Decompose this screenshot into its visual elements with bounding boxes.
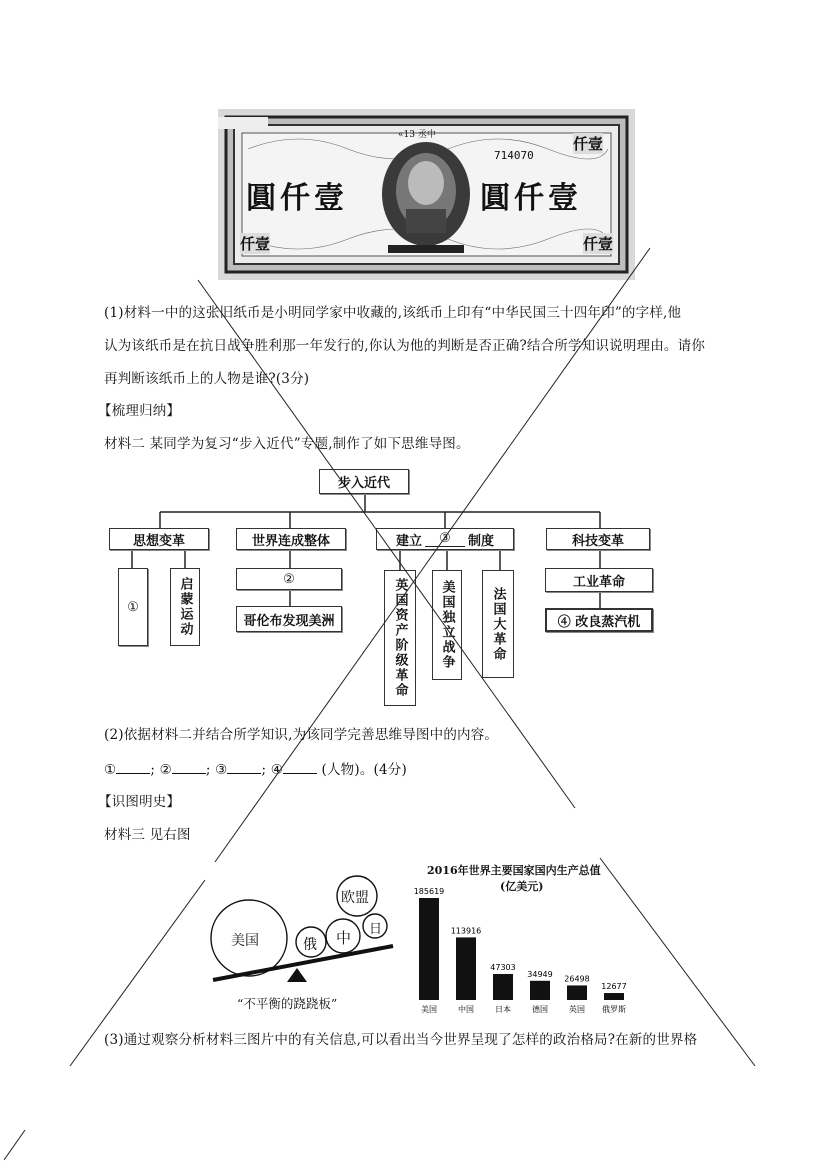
q2-suffix: (人物)。(4分) [321, 762, 407, 778]
section3-heading: 【识图明史】 [98, 794, 181, 810]
q1-line1: (1)材料一中的这张旧纸币是小明同学家中收藏的,该纸币上印有“中华民国三十四年印”的字样,他 [104, 305, 682, 321]
q2-blank-4 [283, 761, 317, 774]
bar-value-3: 34949 [527, 969, 553, 979]
seesaw-caption: “不平衡的跷跷板” [237, 996, 338, 1011]
chart-title: 2016年世界主要国家国内生产总值 [427, 864, 601, 877]
q2-label-1: ① [104, 762, 117, 778]
q2-blank-3 [227, 761, 261, 774]
mindmap-branch-thought: 思想变革 [109, 528, 209, 550]
mindmap-blank-2: ② [236, 568, 342, 590]
mindmap-english-revolution: 英国资产阶级革命 [384, 570, 416, 706]
chart-subtitle: (亿美元) [500, 880, 544, 893]
bar-0 [419, 898, 439, 1000]
seesaw-usa: 美国 [231, 933, 259, 949]
q2-line1: (2)依据材料二并结合所学知识,为该同学完善思维导图中的内容。 [104, 727, 499, 743]
mindmap-columbus: 哥伦布发现美洲 [236, 606, 342, 632]
mindmap [100, 460, 680, 710]
mindmap-enlightenment: 启蒙运动 [170, 568, 200, 646]
section2-intro: 材料二 某同学为复习“步入近代”专题,制作了如下思维导图。 [104, 436, 470, 452]
mindmap-branch-tech: 科技变革 [546, 528, 650, 550]
q1-line3: 再判断该纸币上的人物是谁?(3分) [104, 371, 310, 387]
bar-category-0: 美国 [421, 1005, 437, 1014]
seesaw-china: 中 [336, 929, 352, 947]
bar-category-1: 中国 [458, 1005, 474, 1014]
bar-value-4: 26498 [564, 974, 590, 984]
banknote-corner-tr: 仟壹 [573, 135, 604, 153]
q2-label-4: ④ [270, 762, 283, 778]
mindmap-industrial-revolution: 工业革命 [545, 568, 653, 592]
q2-sep-3: ; [261, 762, 267, 778]
q2-sep-2: ; [205, 762, 211, 778]
mindmap-branch-world: 世界连成整体 [236, 528, 346, 550]
mindmap-french-revolution: 法国大革命 [482, 570, 514, 678]
bar-5 [604, 993, 624, 1000]
seesaw-eu: 欧盟 [341, 890, 369, 906]
bar-category-2: 日本 [495, 1005, 511, 1014]
bar-2 [493, 974, 513, 1000]
bar-category-3: 德国 [532, 1005, 548, 1014]
gdp-chart [405, 858, 645, 1018]
seesaw-japan: 日 [369, 922, 383, 937]
bar-value-0: 185619 [413, 887, 445, 896]
q2-blank-1 [116, 761, 150, 774]
mindmap-steam-engine: ④ 改良蒸汽机 [545, 608, 653, 632]
banknote-top-caption: «13 丞中 [398, 130, 436, 140]
seesaw-russia: 俄 [303, 937, 317, 953]
q2-label-3: ③ [215, 762, 228, 778]
q2-sep-1: ; [150, 762, 156, 778]
mindmap-root: 步入近代 [319, 469, 409, 494]
mindmap-branch-system-pre: 建立 [395, 533, 422, 549]
q3-line1: (3)通过观察分析材料三图片中的有关信息,可以看出当今世界呈现了怎样的政治格局?在新的世界格 [104, 1032, 698, 1048]
bar-4 [567, 985, 587, 1000]
mindmap-branch-system [376, 528, 514, 550]
bar-value-1: 113916 [450, 926, 482, 936]
mindmap-blank-1: ① [118, 568, 148, 646]
bar-category-4: 英国 [569, 1005, 585, 1014]
bar-value-2: 47303 [490, 963, 516, 973]
bar-1 [456, 937, 476, 1000]
mindmap-american-independence: 美国独立战争 [432, 570, 462, 680]
banknote-right-value: 圓仟壹 [480, 181, 582, 216]
section2-heading: 【梳理归纳】 [98, 403, 181, 419]
banknote-serial: 714070 [494, 149, 534, 162]
banknote-corner-bl: 仟壹 [240, 235, 271, 253]
q1-line2: 认为该纸币是在抗日战争胜利那一年发行的,你认为他的判断是否正确?结合所学知识说明理由。请你 [104, 338, 706, 354]
section3-intro: 材料三 见右图 [104, 827, 191, 843]
bar-3 [530, 981, 550, 1000]
mindmap-branch-system-post: 制度 [468, 533, 495, 549]
banknote-image [218, 109, 635, 280]
bar-value-5: 12677 [601, 982, 627, 992]
bar-category-5: 俄罗斯 [602, 1005, 626, 1014]
q2-blank-2 [172, 761, 206, 774]
banknote-left-value: 圓仟壹 [246, 181, 348, 216]
seesaw-illustration [205, 868, 405, 1018]
chart-plot [405, 858, 645, 1018]
q2-label-2: ② [159, 762, 172, 778]
mindmap-branch-system-blank: ③ [425, 531, 465, 547]
q2-answers [104, 758, 407, 778]
banknote-corner-br: 仟壹 [583, 235, 614, 253]
